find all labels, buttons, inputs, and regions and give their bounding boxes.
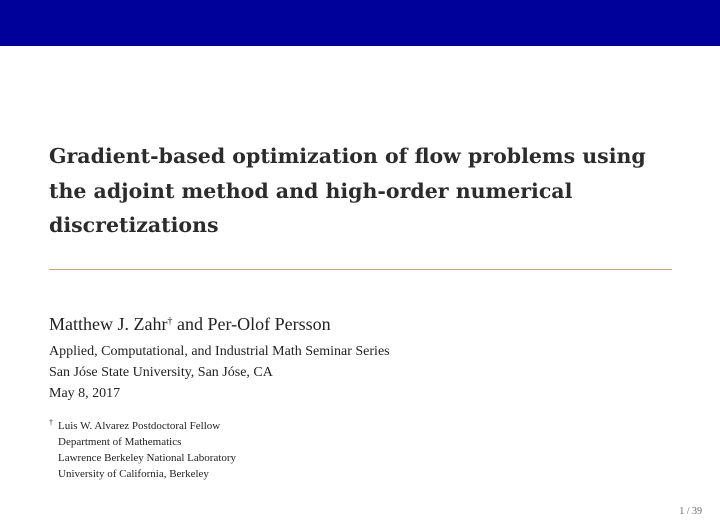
- footnote-mark: †: [49, 418, 53, 427]
- page-separator: /: [684, 506, 692, 517]
- presentation-date: May 8, 2017: [49, 386, 121, 401]
- page-total: 39: [692, 506, 702, 517]
- author-name: Matthew J. Zahr: [49, 314, 168, 334]
- presentation-title: [49, 139, 679, 243]
- header-bar: [0, 0, 720, 46]
- footnote-line: Department of Mathematics: [58, 436, 182, 448]
- page-current: 1: [679, 506, 685, 517]
- event-name: Applied, Computational, and Industrial Math Seminar Series: [49, 344, 390, 359]
- page-number: [679, 506, 702, 517]
- title-line: Gradient-based optimization of flow problems using: [49, 144, 646, 168]
- author-connector: and: [172, 314, 208, 334]
- venue: San Jóse State University, San Jóse, CA: [49, 365, 273, 380]
- footnote-line: Luis W. Alvarez Postdoctoral Fellow: [58, 420, 221, 432]
- author-name: Per-Olof Persson: [207, 314, 331, 334]
- title-divider: [49, 269, 672, 270]
- footnote-line: University of California, Berkeley: [58, 468, 209, 480]
- title-line: the adjoint method and high-order numerical: [49, 178, 573, 203]
- authors: [49, 312, 331, 336]
- author-footnote-mark: †: [167, 316, 173, 327]
- title-line: discretizations: [49, 213, 219, 237]
- affiliation-footnote: [49, 418, 236, 482]
- footnote-line: Lawrence Berkeley National Laboratory: [58, 452, 237, 464]
